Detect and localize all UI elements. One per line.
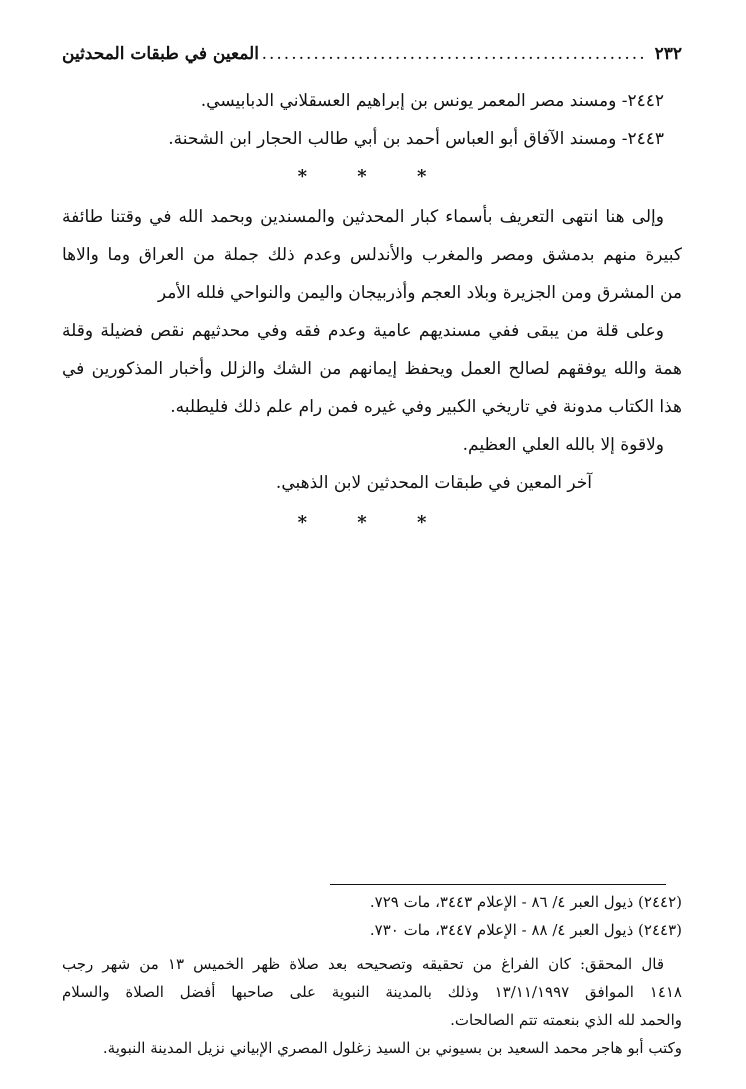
book-end-line: آخر المعين في طبقات المحدثين لابن الذهبي.	[275, 473, 592, 493]
page-number: ٢٣٢	[654, 44, 682, 64]
entry-2442: ٢٤٤٢- ومسند مصر المعمر يونس بن إبراهيم العسقلاني الدبابيسي.	[200, 91, 664, 111]
paragraph1-line-2: كبيرة منهم بدمشق ومصر والمغرب والأندلس وعدم ذلك جملة من العراق وما والاها	[62, 245, 682, 265]
running-title: المعين في طبقات المحدثين	[62, 44, 259, 64]
footnote-2442: (٢٤٤٢) ذيول العبر ٤/ ٨٦ - الإعلام ٣٤٤٣، مات ٧٢٩.	[369, 893, 682, 911]
paragraph-remark	[62, 312, 682, 426]
paragraph2-line-3: هذا الكتاب مدونة في تاريخي الكبير وفي غيره فمن رام علم ذلك فليطلبه.	[170, 397, 682, 417]
paragraph2-line-2: همة والله يوفقهم لصالح العمل ويحفظ إيمانهم من الشك والزلل وأخبار المذكورين في	[62, 359, 682, 379]
colophon-line-1: قال المحقق: كان الفراغ من تحقيقه وتصحيحه بعد صلاة ظهر الخميس ١٣ من شهر رجب	[62, 955, 664, 973]
section-separator-top: * * *	[297, 166, 449, 187]
entry-2443: ٢٤٤٣- ومسند الآفاق أبو العباس أحمد بن أبي طالب الحجار ابن الشحنة.	[168, 129, 664, 149]
paragraph1-line-1: وإلى هنا انتهى التعريف بأسماء كبار المحدثين والمسندين وبحمد الله في وقتنا طائفة	[62, 207, 664, 227]
closing-block	[62, 426, 682, 502]
colophon-line-2: ١٤١٨ الموافق ١٣/١١/١٩٩٧ وذلك بالمدينة النبوية على صاحبها أفضل الصلاة والسلام	[62, 983, 682, 1001]
colophon-line-3: والحمد لله الذي بنعمته تتم الصالحات.	[450, 1011, 682, 1029]
footnote-rule	[330, 884, 666, 885]
colophon-line-4: وكتب أبو هاجر محمد السعيد بن بسيوني بن السيد زغلول المصري الإبياني نزيل المدينة النبوية.	[102, 1039, 682, 1057]
footnotes-block	[62, 888, 682, 944]
running-header	[62, 44, 682, 74]
colophon-block	[62, 950, 682, 1062]
section-separator-bottom: * * *	[297, 512, 449, 533]
closing-line: ولاقوة إلا بالله العلي العظيم.	[462, 435, 664, 455]
paragraph1-line-3: من المشرق ومن الجزيرة وبلاد العجم وأذربيجان واليمن والنواحي فلله الأمر	[157, 283, 682, 303]
paragraph2-line-1: وعلى قلة من يبقى ففي مسنديهم عامية وعدم فقه وفي محدثيهم نقص فضيلة وقلة	[62, 321, 664, 341]
header-leader-dots	[263, 44, 647, 64]
entries-block	[62, 82, 682, 158]
paragraph-conclusion	[62, 198, 682, 312]
footnote-2443: (٢٤٤٣) ذيول العبر ٤/ ٨٨ - الإعلام ٣٤٤٧، مات ٧٣٠.	[369, 921, 682, 939]
